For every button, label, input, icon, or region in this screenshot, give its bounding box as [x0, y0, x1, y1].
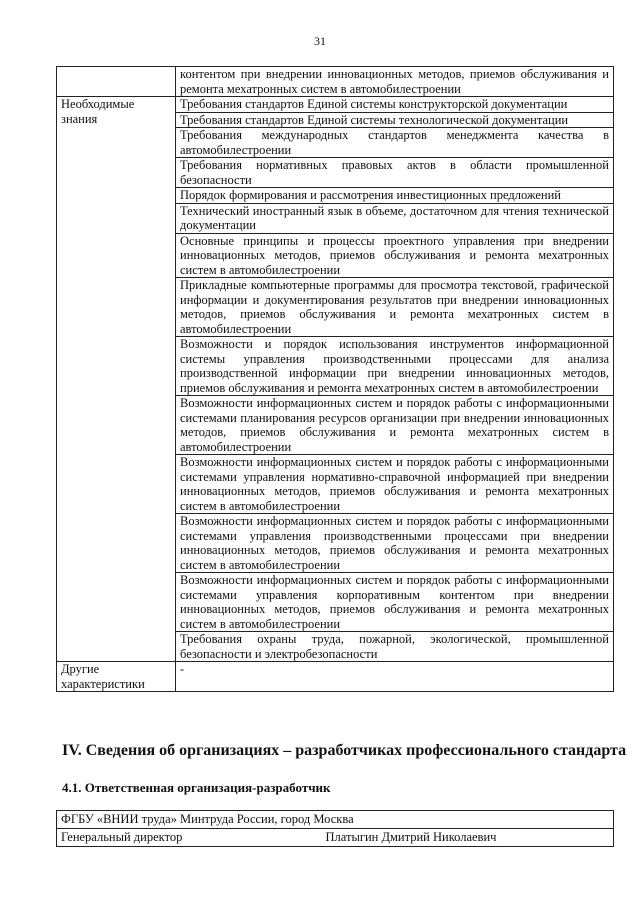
knowledge-item: Возможности и порядок использования инструментов информационной системы управления производственными процессами для анализа производственной информации при внедрении инновационных методов, приемов обслуживания и ремонта мехатронных систем в автомобилестроении — [176, 337, 614, 396]
director-position: Генеральный директор — [61, 830, 183, 844]
other-value: - — [176, 662, 614, 692]
table-row — [57, 67, 614, 97]
knowledge-item: Возможности информационных систем и порядок работы с информационными системами управления корпоративным контентом при внедрении инновационных методов, приемов обслуживания и ремонта мехатронных систем в автомобилестроении — [176, 573, 614, 632]
subsection-title: 4.1. Ответственная организация-разработчик — [62, 780, 331, 795]
page-number: 31 — [314, 34, 326, 48]
knowledge-item: Технический иностранный язык в объеме, достаточном для чтения технической документации — [176, 203, 614, 233]
knowledge-item: Основные принципы и процессы проектного управления при внедрении инновационных методов, приемов обслуживания и ремонта мехатронных систем в автомобилестроении — [176, 233, 614, 278]
knowledge-label: Необходимые знания — [57, 97, 176, 662]
director-name: Платыгин Дмитрий Николаевич — [325, 830, 497, 844]
knowledge-item: Порядок формирования и рассмотрения инвестиционных предложений — [176, 188, 614, 204]
knowledge-item: Требования международных стандартов менеджмента качества в автомобилестроении — [176, 128, 614, 158]
knowledge-table — [56, 66, 614, 692]
label-cell-empty — [57, 67, 176, 97]
org-table — [56, 810, 614, 847]
knowledge-item: Возможности информационных систем и порядок работы с информационными системами планирования ресурсов организации при внедрении инновационных методов, приемов обслуживания и ремонта мехатронных систем в автомобилестроении — [176, 396, 614, 455]
knowledge-item: Требования охраны труда, пожарной, экологической, промышленной безопасности и электробезопасности — [176, 632, 614, 662]
knowledge-item: Прикладные компьютерные программы для просмотра текстовой, графической информации и документирования результатов при внедрении инновационных методов, приемов обслуживания и ремонта мехатронных систем в автомобилестроении — [176, 278, 614, 337]
knowledge-item: Возможности информационных систем и порядок работы с информационными системами управления нормативно-справочной информацией при внедрении инновационных методов, приемов обслуживания и ремонта мехатронных систем в автомобилестроении — [176, 455, 614, 514]
knowledge-item: Возможности информационных систем и порядок работы с информационными системами управления производственными процессами при внедрении инновационных методов, приемов обслуживания и ремонта мехатронных систем в автомобилестроении — [176, 514, 614, 573]
org-director-cell — [57, 829, 614, 847]
table-row — [57, 97, 614, 113]
knowledge-item: Требования стандартов Единой системы конструкторской документации — [176, 97, 614, 113]
org-name-cell: ФГБУ «ВНИИ труда» Минтруда России, город Москва — [57, 811, 614, 829]
section-title: IV. Сведения об организациях – разработчиках профессионального стандарта — [62, 742, 627, 759]
table-row — [57, 662, 614, 692]
other-label: Другие характеристики — [57, 662, 176, 692]
knowledge-item: Требования стандартов Единой системы технологической документации — [176, 112, 614, 128]
knowledge-item: Требования нормативных правовых актов в области промышленной безопасности — [176, 158, 614, 188]
table-row — [57, 829, 614, 847]
continued-text-cell: контентом при внедрении инновационных методов, приемов обслуживания и ремонта мехатронных систем в автомобилестроении — [176, 67, 614, 97]
table-row — [57, 811, 614, 829]
